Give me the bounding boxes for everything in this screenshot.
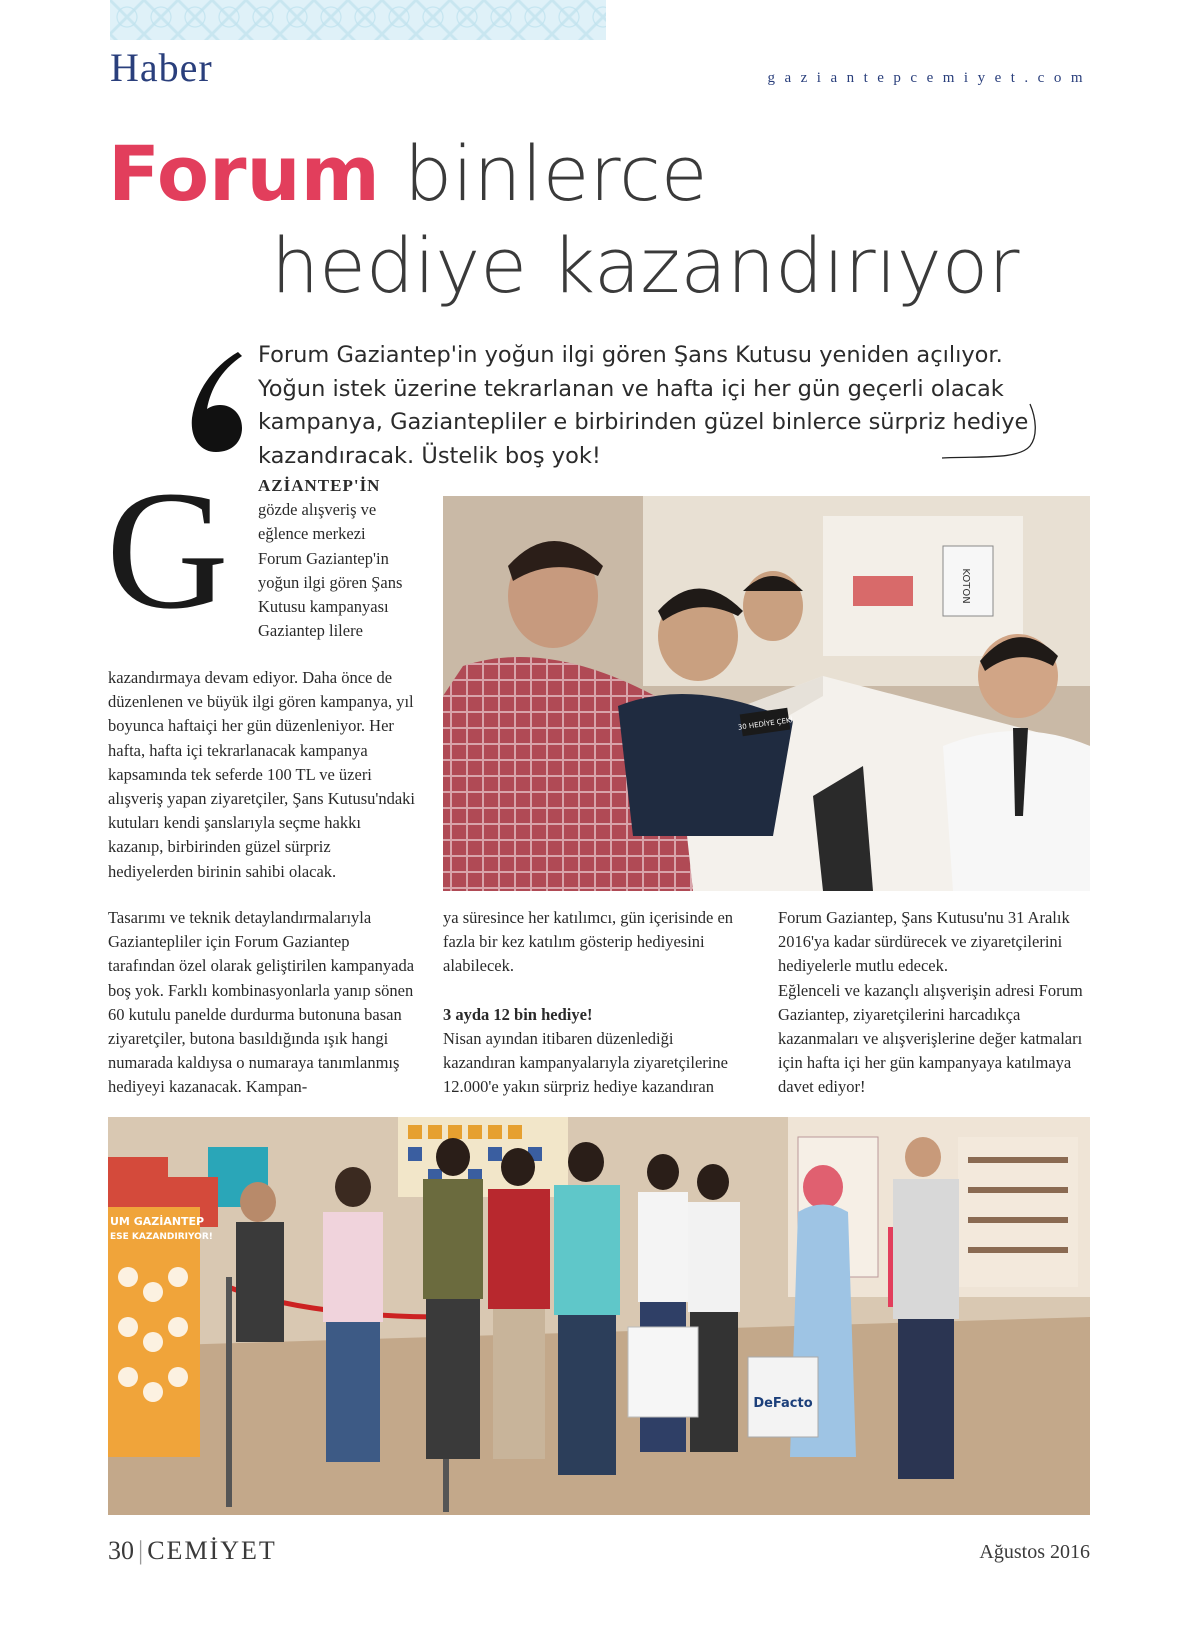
page-number: 30 bbox=[108, 1536, 134, 1565]
photo-queue-scene bbox=[108, 1117, 1090, 1515]
column-1-intro bbox=[258, 474, 418, 643]
footer-left bbox=[108, 1536, 277, 1566]
lead-paragraph: Forum Gaziantep'in yoğun ilgi gören Şans Kutusu yeniden açılıyor. Yoğun istek üzerine tekrarlanan ve hafta içi her gün geçerli olacak kampanya, Gaziantepliler e birbirinden güzel binlerce sürpriz hediye kazandıracak. Üstelik boş yok! bbox=[258, 342, 1029, 469]
headline-line2: hediye kazandırıyor bbox=[271, 221, 1020, 310]
column-1-body bbox=[108, 666, 418, 884]
headline-accent: Forum bbox=[108, 129, 380, 218]
gift-card-text: 30 HEDİYE ÇEKİ bbox=[737, 716, 794, 732]
paragraph: Tasarımı ve teknik detaylandırmalarıyla Gaziantepliler için Forum Gaziantep tarafından özel olarak geliştirilen kampanyada boş yok. Farklı kombinasyonlarla yanıp sönen 60 kutulu panelde durdurma butonuna basan ziyaretçiler, butona basıldığında ışık hangi numarada kaldıysa o numaraya tanımlanmış hediyeyi kazanacak. Kampan- bbox=[108, 908, 415, 1097]
intro-line: Kutusu kampanyası bbox=[258, 597, 389, 617]
paragraph: ya süresince her katılımcı, gün içerisinde en fazla bir kez katılım gösterip hediyesini alabilecek. bbox=[443, 908, 734, 976]
quote-mark-icon bbox=[186, 348, 246, 453]
banner-line-1: UM GAZİANTEP bbox=[110, 1215, 205, 1228]
store-sign-text: KOTON bbox=[960, 568, 971, 604]
intro-line: yoğun ilgi gören Şans bbox=[258, 572, 403, 592]
paragraph: Forum Gaziantep, Şans Kutusu'nu 31 Aralık 2016'ya kadar sürdürecek ve ziyaretçilerini hediyelerle mutlu edecek. bbox=[778, 908, 1070, 976]
intro-line: gözde alışveriş ve bbox=[258, 500, 377, 520]
magazine-name: CEMİYET bbox=[147, 1536, 277, 1565]
intro-line: eğlence merkezi bbox=[258, 524, 366, 544]
paragraph: kazandırmaya devam ediyor. Daha önce de düzenlenen ve büyük ilgi gören kampanya, yıl boyunca haftaiçi her gün düzenleniyor. Her hafta, hafta içi tekrarlanacak kampanya kapsamında tek seferde 100 TL ve üzeri alışveriş yapan ziyaretçiler, Şans Kutusu'ndaki kutuları kendi şanslarıyla seçme hakkı kazanıp, birbirinden güzel sürpriz hediyelerden birinin sahibi olacak. bbox=[108, 668, 416, 881]
website-url: gaziantepcemiyet.com bbox=[767, 70, 1092, 86]
section-label: Haber bbox=[110, 45, 213, 90]
column-3 bbox=[778, 906, 1090, 1100]
headline bbox=[108, 128, 1108, 312]
column-1-body-2 bbox=[108, 906, 418, 1100]
bag-brand-text: DeFacto bbox=[753, 1396, 813, 1411]
decorative-pattern-band bbox=[110, 0, 606, 40]
paragraph: Eğlenceli ve kazançlı alışverişin adresi Forum Gaziantep, ziyaretçilerini harcadıkça kazanmaları ve alışverişlerine değer katmaları için hafta içi her gün kampanyaya katılmaya davet ediyor! bbox=[778, 980, 1083, 1097]
lead-ornament-icon bbox=[940, 400, 1040, 462]
intro-lead-word: AZİANTEP'İN bbox=[258, 476, 381, 495]
banner-line-2: ESE KAZANDIRIYOR! bbox=[110, 1232, 213, 1242]
intro-line: Forum Gaziantep'in bbox=[258, 548, 389, 568]
issue-date: Ağustos 2016 bbox=[979, 1541, 1090, 1563]
drop-cap: G bbox=[106, 456, 229, 644]
footer-divider: | bbox=[138, 1536, 144, 1565]
subheading: 3 ayda 12 bin hediye! bbox=[443, 1004, 593, 1024]
headline-line1-rest: binlerce bbox=[404, 129, 708, 218]
photo-counter-scene bbox=[443, 496, 1090, 891]
column-2 bbox=[443, 906, 743, 1099]
intro-line: Gaziantep lilere bbox=[258, 621, 363, 641]
paragraph: Nisan ayından itibaren düzenlediği kazandıran kampanyalarıyla ziyaretçilerine 12.000'e yakın sürpriz hediye kazandıran bbox=[443, 1028, 728, 1097]
